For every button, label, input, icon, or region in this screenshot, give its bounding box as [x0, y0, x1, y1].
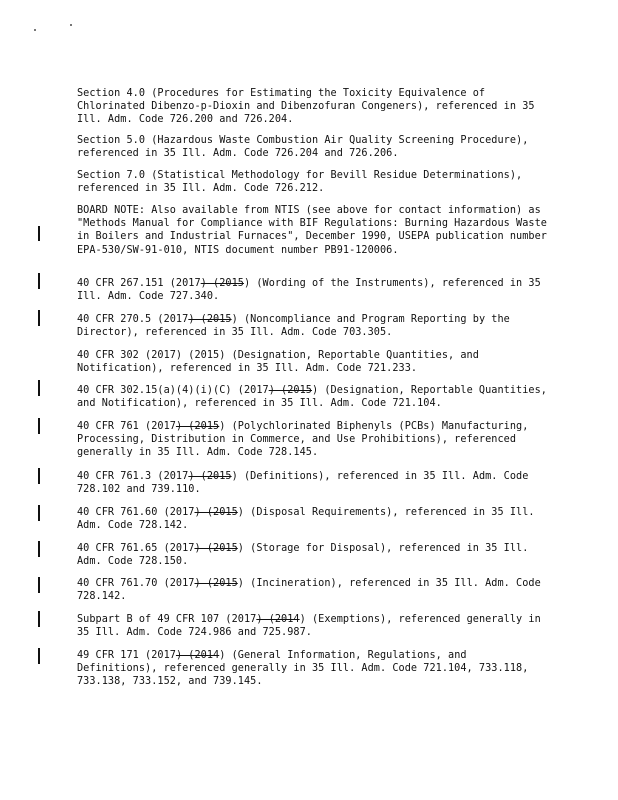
paragraph-text: ) (Designation, Reportable Quantities, and Notification), referenced in 35 Ill. Adm. Code 721.104. [77, 385, 547, 410]
revision-bar [38, 577, 40, 593]
paragraph-text: 40 CFR 302.15(a)(4)(i)(C) (2017 [77, 385, 269, 396]
struck-text: ) (2015 [175, 421, 220, 432]
paragraph-49-cfr-171 [77, 649, 547, 689]
struck-text: ) (2015 [200, 278, 244, 289]
paragraph-cfr-302-15 [77, 384, 547, 410]
revision-bar [38, 468, 40, 484]
paragraph-text: 40 CFR 302 (2017) (2015) (Designation, Reportable Quantities, and Notification), referenced in 35 Ill. Adm. Code 721.233. [77, 350, 479, 375]
paragraph-section-4 [77, 87, 547, 127]
revision-bar [38, 380, 40, 396]
paragraph-text: ) (Wording of the Instruments), referenced in 35 Ill. Adm. Code 727.340. [77, 278, 541, 303]
revision-bar [38, 418, 40, 434]
paragraph-text: Section 7.0 (Statistical Methodology for Bevill Residue Determinations), referenced in 35 Ill. Adm. Code 726.212. [77, 170, 523, 195]
paragraph-section-7 [77, 169, 547, 195]
paragraph-text: ) (Definitions), referenced in 35 Ill. Adm. Code 728.102 and 739.110. [77, 471, 529, 496]
paragraph-cfr-302 [77, 349, 547, 375]
paragraph-text: ) (Storage for Disposal), referenced in 35 Ill. Adm. Code 728.150. [77, 543, 529, 568]
scan-speck [34, 29, 36, 31]
struck-text: ) (2015 [194, 578, 238, 589]
paragraph-text: 40 CFR 761.65 (2017 [77, 543, 195, 554]
paragraph-cfr-761-3 [77, 470, 547, 496]
revision-bar [38, 648, 40, 664]
struck-text: ) (2014 [256, 614, 300, 625]
paragraph-text: ) (Disposal Requirements), referenced in 35 Ill. Adm. Code 728.142. [77, 507, 535, 532]
revision-bar [38, 310, 40, 326]
paragraph-text: ) (General Information, Regulations, and Definitions), referenced generally in 35 Ill. Adm. Code 721.104, 733.118, 733.138, 733.152, and 739.145. [77, 650, 529, 688]
paragraph-section-5 [77, 134, 547, 160]
struck-text: ) (2015 [188, 471, 232, 482]
paragraph-text: 40 CFR 270.5 (2017 [77, 314, 189, 325]
paragraph-text: 40 CFR 761 (2017 [77, 421, 176, 432]
paragraph-text: Section 4.0 (Procedures for Estimating the Toxicity Equivalence of Chlorinated Dibenzo-p-Dioxin and Dibenzofuran Congeners), referenced in 35 Ill. Adm. Code 726.200 and 726.204. [77, 88, 535, 126]
paragraph-cfr-761-70 [77, 577, 547, 603]
paragraph-cfr-761 [77, 420, 547, 460]
paragraph-text: Section 5.0 (Hazardous Waste Combustion Air Quality Screening Procedure), referenced in 35 Ill. Adm. Code 726.204 and 726.206. [77, 135, 529, 160]
revision-bar [38, 541, 40, 557]
paragraph-text: ) (Exemptions), referenced generally in 35 Ill. Adm. Code 724.986 and 725.987. [77, 614, 541, 639]
paragraph-cfr-267-151 [77, 277, 547, 303]
paragraph-text: 40 CFR 761.60 (2017 [77, 507, 195, 518]
paragraph-text: 40 CFR 761.3 (2017 [77, 471, 189, 482]
revision-bar [38, 273, 40, 289]
struck-text: ) (2014 [175, 650, 220, 661]
struck-text: ) (2015 [188, 314, 232, 325]
paragraph-text: Subpart B of 49 CFR 107 (2017 [77, 614, 257, 625]
paragraph-subpart-b-49-cfr-107 [77, 613, 547, 639]
struck-text: ) (2015 [194, 543, 238, 554]
paragraph-text: ) (Polychlorinated Biphenyls (PCBs) Manufacturing, Processing, Distribution in Commerce, and Use Prohibitions), referenced generally in 35 Ill. Adm. Code 728.145. [77, 421, 529, 459]
paragraph-text: 40 CFR 267.151 (2017 [77, 278, 201, 289]
paragraph-cfr-270-5 [77, 313, 547, 339]
struck-text: ) (2015 [268, 385, 312, 396]
paragraph-cfr-761-60 [77, 506, 547, 532]
paragraph-text: 40 CFR 761.70 (2017 [77, 578, 195, 589]
paragraph-text: ) (Incineration), referenced in 35 Ill. Adm. Code 728.142. [77, 578, 541, 603]
struck-text: ) (2015 [194, 507, 238, 518]
paragraph-cfr-761-65 [77, 542, 547, 568]
scan-speck [70, 24, 72, 26]
paragraph-text: ) (Noncompliance and Program Reporting by the Director), referenced in 35 Ill. Adm. Code 703.305. [77, 314, 510, 339]
paragraph-board-note [77, 204, 547, 257]
revision-bar [38, 505, 40, 521]
paragraph-text: 49 CFR 171 (2017 [77, 650, 176, 661]
revision-bar [38, 226, 40, 241]
revision-bar [38, 611, 40, 627]
paragraph-text: BOARD NOTE: Also available from NTIS (see above for contact information) as "Methods Manual for Compliance with BIF Regulations: Burning Hazardous Waste in Boilers and Industrial Furnaces", December 1990, USEPA publication number EPA-530/SW-91-010, NTIS document number PB91-120006. [77, 205, 547, 256]
